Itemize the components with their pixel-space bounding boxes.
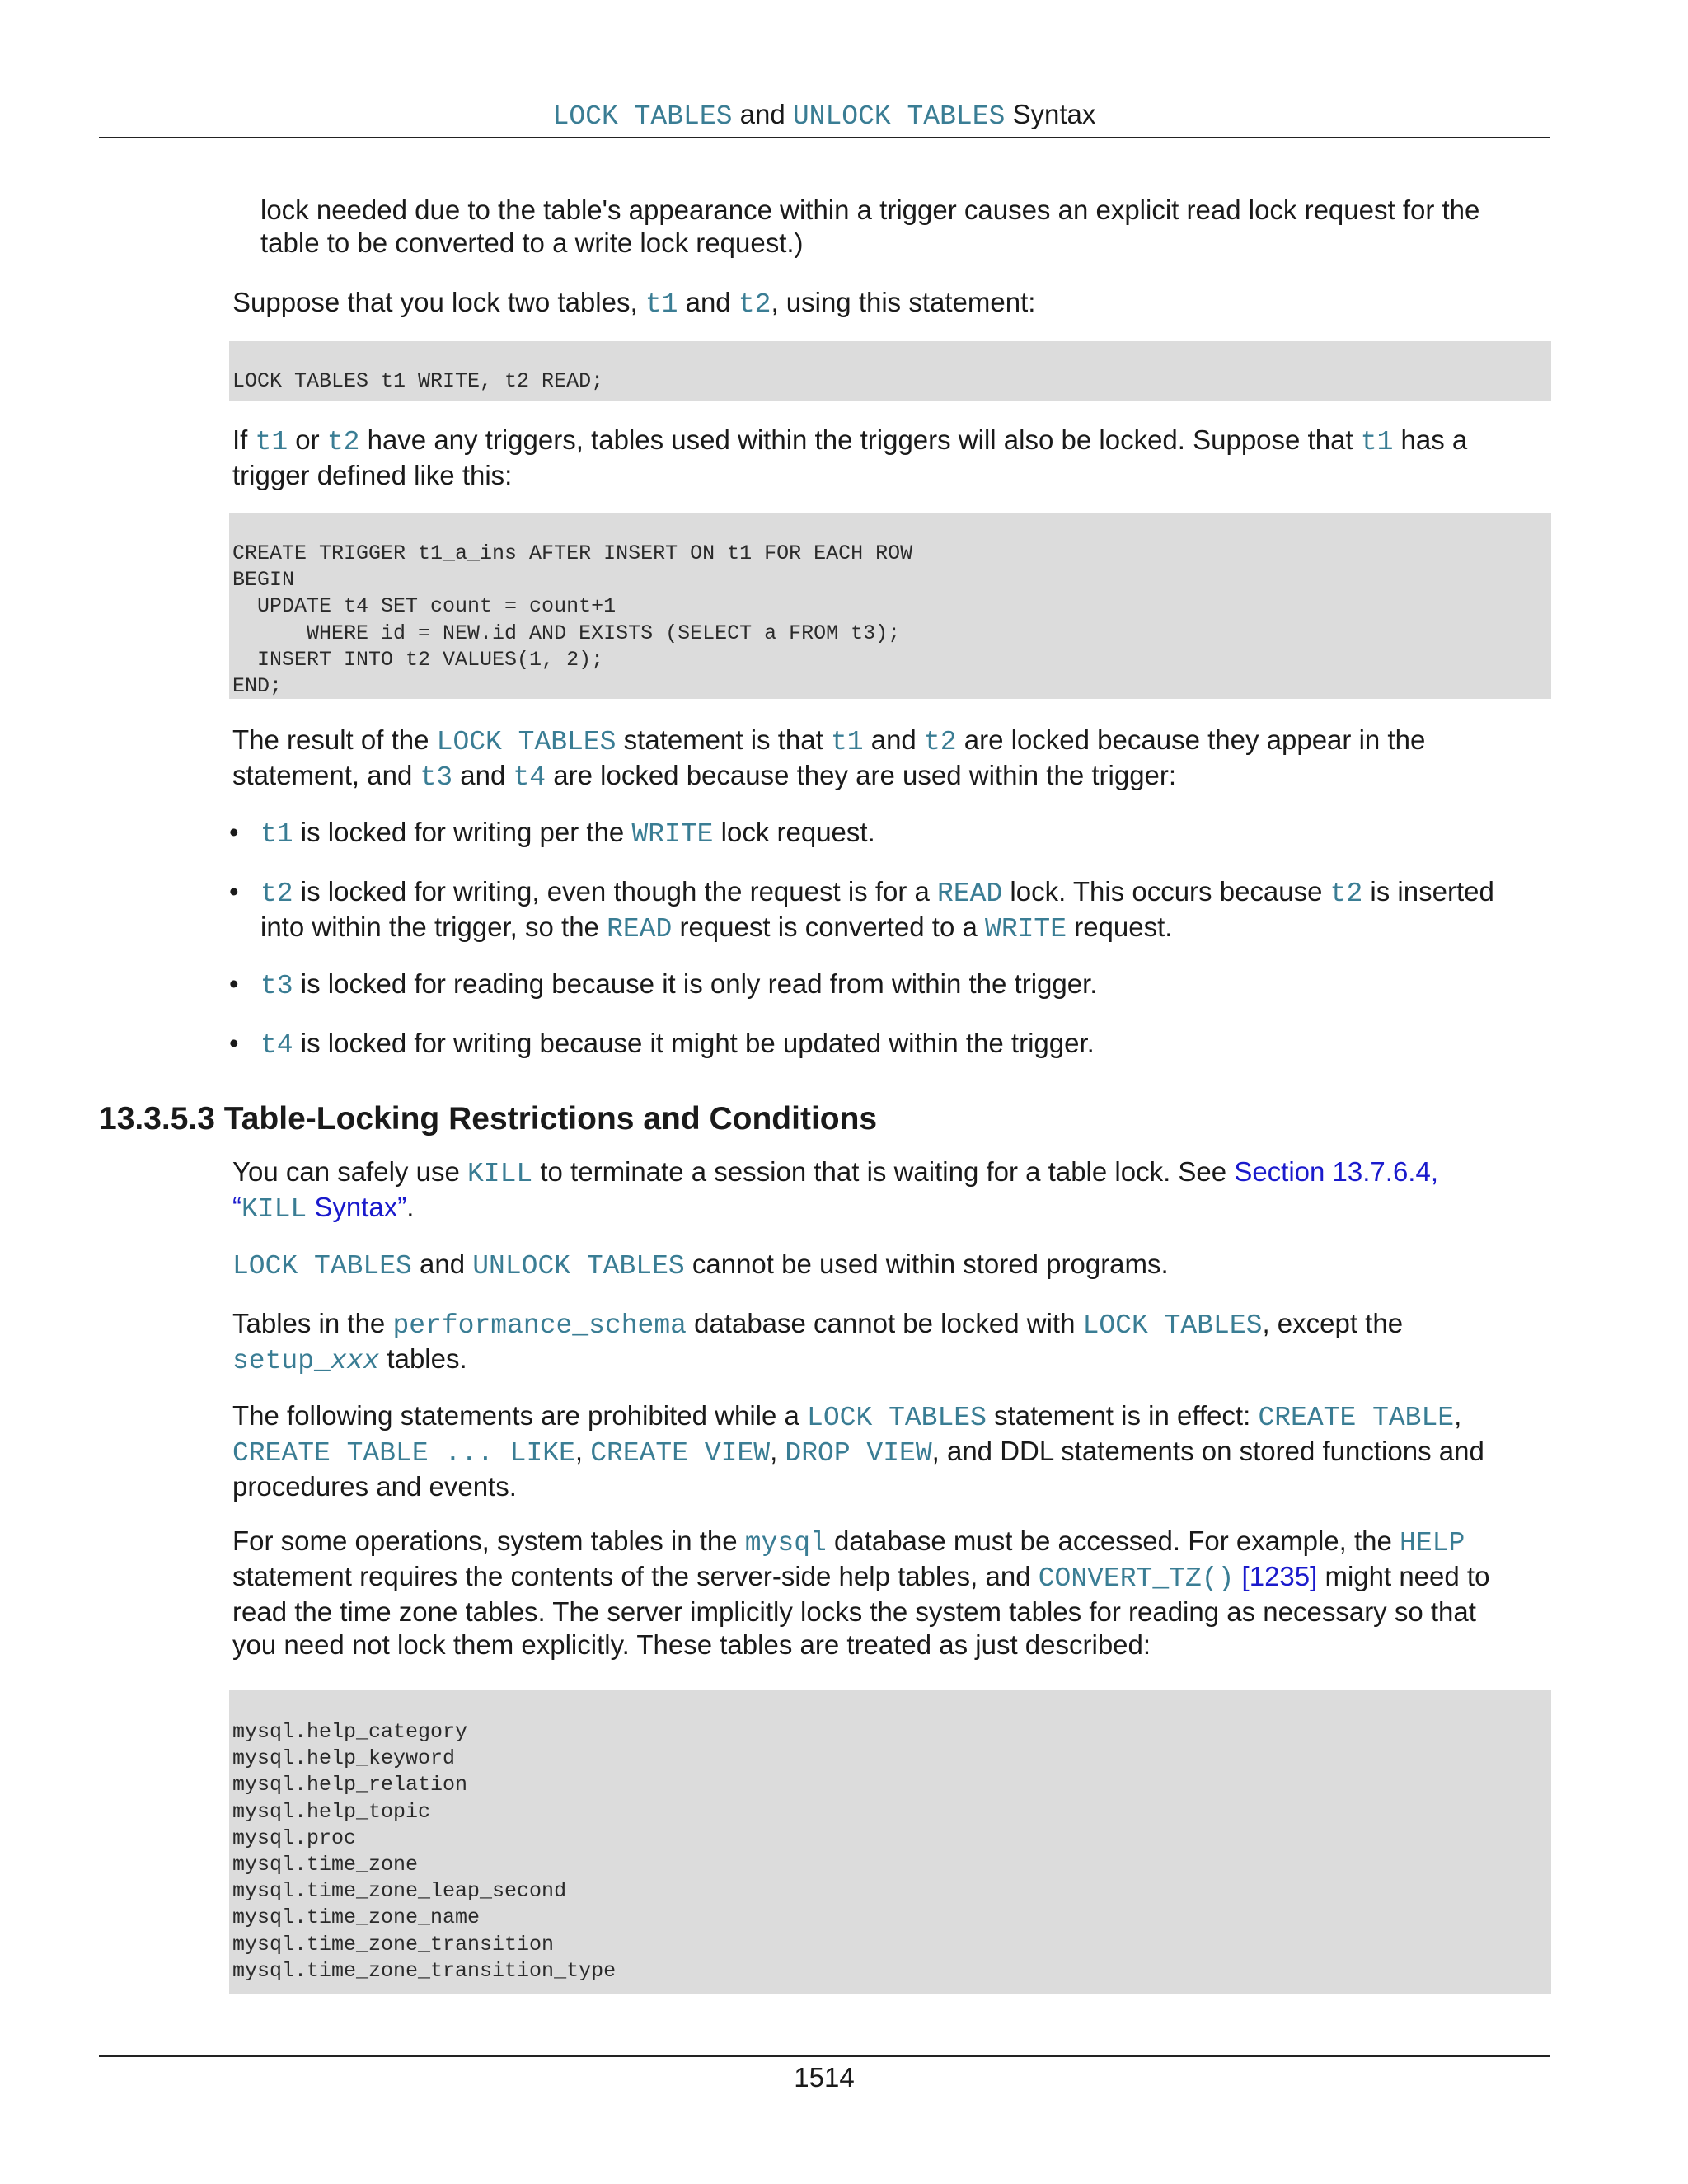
inline-code: mysql (744, 1528, 827, 1558)
section-link[interactable]: Section 13.7.6.4, (1234, 1156, 1438, 1187)
text: Tables in the (232, 1308, 393, 1338)
text: read the time zone tables. The server implicitly locks the system tables for reading as necessary so that (232, 1596, 1476, 1627)
text: are locked because they appear in the (956, 724, 1426, 755)
if-triggers-paragraph (232, 424, 1551, 492)
intro-line: lock needed due to the table's appearance within a trigger causes an explicit read lock request for the (260, 194, 1480, 225)
system-tables-paragraph (232, 1525, 1551, 1661)
text: might need to (1317, 1561, 1490, 1591)
inline-code: t1 (645, 289, 678, 320)
text: lock request. (713, 817, 875, 847)
text: Suppose that you lock two tables, (232, 287, 645, 317)
list-item-text (260, 875, 1546, 946)
inline-code: HELP (1400, 1528, 1465, 1558)
inline-code: t1 (255, 427, 288, 457)
text: to terminate a session that is waiting for a table lock. See (532, 1156, 1235, 1187)
inline-code: t1 (830, 727, 864, 757)
inline-code: t4 (513, 762, 546, 793)
text: , (1454, 1400, 1462, 1431)
inline-code: setup_ (232, 1346, 331, 1376)
text: , using this statement: (771, 287, 1036, 317)
code-block-lock: LOCK TABLES t1 WRITE, t2 READ; (229, 341, 1551, 401)
text: is locked for writing, even though the request is for a (293, 876, 938, 907)
text: tables. (379, 1343, 467, 1374)
header-text: and (732, 99, 793, 129)
header-code-unlock-tables: UNLOCK TABLES (792, 101, 1006, 132)
text: You can safely use (232, 1156, 467, 1187)
list-item-text (260, 816, 1546, 851)
text: , (574, 1436, 591, 1466)
text: cannot be used within stored programs. (684, 1249, 1169, 1279)
page-header (99, 97, 1550, 134)
footer-rule (99, 2055, 1550, 2057)
inline-code: LOCK TABLES (1082, 1310, 1263, 1341)
inline-code: t4 (260, 1030, 293, 1061)
text: and (411, 1249, 473, 1279)
text: procedures and events. (232, 1471, 517, 1502)
inline-code: CREATE VIEW (590, 1438, 771, 1469)
inline-code: xxx (330, 1346, 380, 1376)
inline-code: t2 (923, 727, 957, 757)
inline-code: t3 (420, 762, 453, 793)
text: database cannot be locked with (686, 1308, 1083, 1338)
inline-code: t2 (326, 427, 360, 457)
inline-code: WRITE (631, 819, 714, 850)
text: If (232, 424, 256, 455)
page-reference-link[interactable]: [1235] (1234, 1561, 1318, 1591)
text: request is converted to a (672, 912, 986, 942)
inline-code: t3 (260, 971, 293, 1001)
suppose-paragraph (232, 286, 1551, 321)
text: is locked for writing because it might be updated within the trigger. (293, 1028, 1095, 1058)
header-rule (99, 137, 1550, 138)
text: trigger defined like this: (232, 460, 513, 490)
text: you need not lock them explicitly. These tables are treated as just described: (232, 1629, 1151, 1660)
inline-code: WRITE (985, 914, 1067, 944)
text: and (678, 287, 738, 317)
text: request. (1067, 912, 1173, 942)
inline-code: CREATE TABLE (1258, 1403, 1455, 1433)
text: , and DDL statements on stored functions and (931, 1436, 1484, 1466)
inline-code: LOCK TABLES (232, 1251, 412, 1282)
text: or (288, 424, 327, 455)
page-number: 1514 (794, 2062, 855, 2093)
inline-code: UNLOCK TABLES (472, 1251, 685, 1282)
code-block-trigger: CREATE TRIGGER t1_a_ins AFTER INSERT ON t1 FOR EACH ROW BEGIN UPDATE t4 SET count = count+1 WHERE id = NEW.id AND EXISTS (SELECT a FROM t3); INSERT INTO t2 VALUES(1, 2); END; (229, 513, 1551, 699)
text: , (770, 1436, 785, 1466)
text: , except the (1262, 1308, 1404, 1338)
text: Syntax” (307, 1192, 407, 1222)
text: The following statements are prohibited while a (232, 1400, 808, 1431)
intro-line: table to be converted to a write lock request.) (260, 227, 804, 258)
result-paragraph (232, 724, 1551, 794)
inline-code: DROP VIEW (785, 1438, 932, 1469)
list-item-text (260, 968, 1546, 1003)
text: . (406, 1192, 415, 1222)
text: The result of the (232, 724, 437, 755)
section-link[interactable] (232, 1192, 407, 1225)
performance-schema-paragraph (232, 1307, 1551, 1378)
inline-code: t2 (738, 289, 771, 320)
text: have any triggers, tables used within the triggers will also be locked. Suppose that (359, 424, 1361, 455)
inline-code: CONVERT_TZ() (1038, 1563, 1235, 1594)
inline-code: READ (937, 879, 1003, 909)
text: statement is in effect: (986, 1400, 1259, 1431)
section-heading: 13.3.5.3 Table-Locking Restrictions and Conditions (99, 1101, 878, 1137)
text: statement is that (616, 724, 831, 755)
header-code-lock-tables: LOCK TABLES (552, 101, 733, 132)
inline-code: LOCK TABLES (807, 1403, 987, 1433)
inline-code: t2 (1329, 879, 1363, 909)
stored-programs-paragraph (232, 1248, 1551, 1283)
kill-paragraph (232, 1155, 1551, 1226)
inline-code: READ (607, 914, 673, 944)
inline-code: KILL (241, 1194, 307, 1225)
code-block-system-tables: mysql.help_category mysql.help_keyword mysql.help_relation mysql.help_topic mysql.proc mysql.time_zone mysql.time_zone_leap_second mysql.time_zone_name mysql.time_zone_transition mysql.time_zone_transition_type (229, 1690, 1551, 1994)
text: is inserted (1362, 876, 1494, 907)
text: For some operations, system tables in the (232, 1526, 745, 1556)
text: database must be accessed. For example, the (826, 1526, 1400, 1556)
inline-code: KILL (467, 1159, 533, 1189)
text: into within the trigger, so the (260, 912, 607, 942)
text: “ (232, 1192, 241, 1222)
inline-code: CREATE TABLE ... LIKE (232, 1438, 575, 1469)
inline-code: performance_schema (392, 1310, 687, 1341)
header-text: Syntax (1005, 99, 1096, 129)
bullet-marker: • (229, 968, 239, 999)
text: statement, and (232, 760, 420, 790)
prohibited-statements-paragraph (232, 1399, 1551, 1503)
intro-continuation (260, 194, 1546, 260)
text: are locked because they are used within the trigger: (546, 760, 1177, 790)
text: statement requires the contents of the server-side help tables, and (232, 1561, 1039, 1591)
list-item-text (260, 1027, 1546, 1062)
bullet-marker: • (229, 817, 239, 847)
inline-code: LOCK TABLES (436, 727, 617, 757)
text: lock. This occurs because (1002, 876, 1330, 907)
inline-code: t2 (260, 879, 293, 909)
inline-code: t1 (260, 819, 293, 850)
text: and (452, 760, 513, 790)
inline-code: t1 (1360, 427, 1394, 457)
text: and (863, 724, 924, 755)
bullet-marker: • (229, 876, 239, 907)
bullet-marker: • (229, 1028, 239, 1058)
text: is locked for writing per the (293, 817, 632, 847)
text: is locked for reading because it is only read from within the trigger. (293, 968, 1098, 999)
text: has a (1393, 424, 1468, 455)
